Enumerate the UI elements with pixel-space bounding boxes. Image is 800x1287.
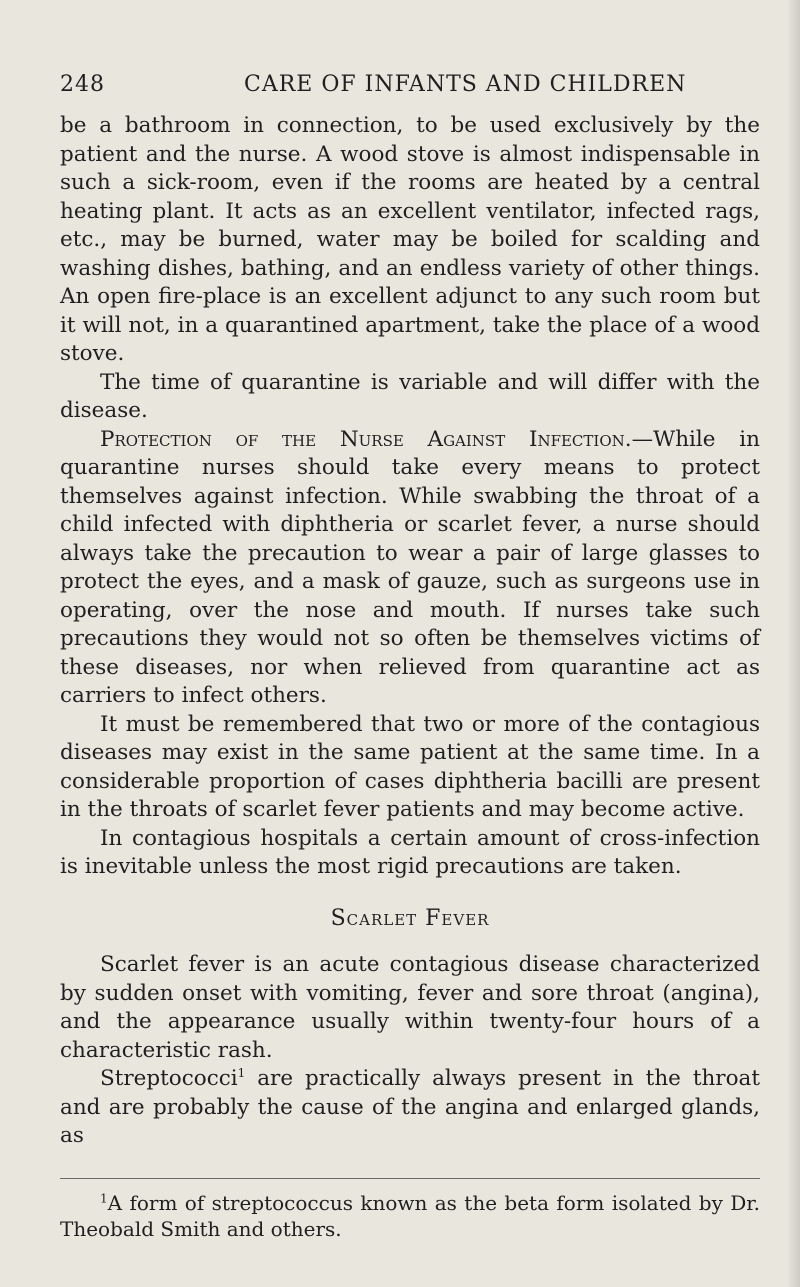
paragraph (60, 1065, 760, 1151)
paragraph: In contagious hospitals a certain amount of cross-infection is inevitable unless the most rigid precautions are taken. (60, 825, 760, 879)
paragraph: Scarlet fever is an acute contagious disease characterized by sudden onset with vomiting, fever and sore throat (angina), and the appearance usually within twenty-four hours of a characteristic rash. (60, 952, 760, 1063)
page-number: 248 (60, 72, 105, 97)
paragraph: The time of quarantine is variable and will differ with the disease. (60, 369, 760, 423)
footnote-reference: 1 (237, 1065, 246, 1080)
body-text (60, 112, 760, 1151)
running-title: CARE OF INFANTS AND CHILDREN (244, 72, 687, 97)
footnote-divider (60, 1178, 760, 1179)
footnote-text: A form of streptococcus known as the beta form isolated by Dr. Theobald Smith and others. (60, 1191, 760, 1241)
paragraph-text: Streptococci (100, 1066, 238, 1091)
footnote-paragraph (60, 1190, 760, 1242)
paragraph: be a bathroom in connection, to be used exclusively by the patient and the nurse. A wood stove is almost indispensable in such a sick-room, even if the rooms are heated by a central heating plant. It acts as an excellent ventilator, infected rags, etc., may be burned, water may be boiled for scalding and washing dishes, bathing, and an endless variety of other things. An open fire-place is an excellent adjunct to any such room but it will not, in a quarantined apartment, take the place of a wood stove. (60, 113, 760, 366)
footnote (60, 1190, 760, 1242)
paragraph (60, 426, 760, 711)
footnote-marker: 1 (100, 1191, 108, 1206)
section-heading: Scarlet Fever (330, 905, 490, 931)
page-edge-shadow (786, 0, 800, 1287)
paragraph-text: —While in quarantine nurses should take every means to protect themselves against infection. While swabbing the throat of a child infected with diphtheria or scarlet fever, a nurse should always take the precaution to wear a pair of large glasses to protect the eyes, and a mask of gauze, such as surgeons use in operating, over the nose and mouth. If nurses take such precautions they would not so often be themselves victims of these diseases, nor when relieved from quarantine act as carriers to infect others. (60, 426, 760, 708)
paragraph-text: are practically always present in the throat and are probably the cause of the angina and enlarged glands, as (60, 1066, 760, 1148)
running-header (60, 72, 760, 106)
paragraph: It must be remembered that two or more of the contagious diseases may exist in the same patient at the same time. In a considerable proportion of cases diphtheria bacilli are present in the throats of scarlet fever patients and may become active. (60, 711, 760, 822)
inline-heading: Protection of the Nurse Against Infection. (100, 426, 632, 452)
